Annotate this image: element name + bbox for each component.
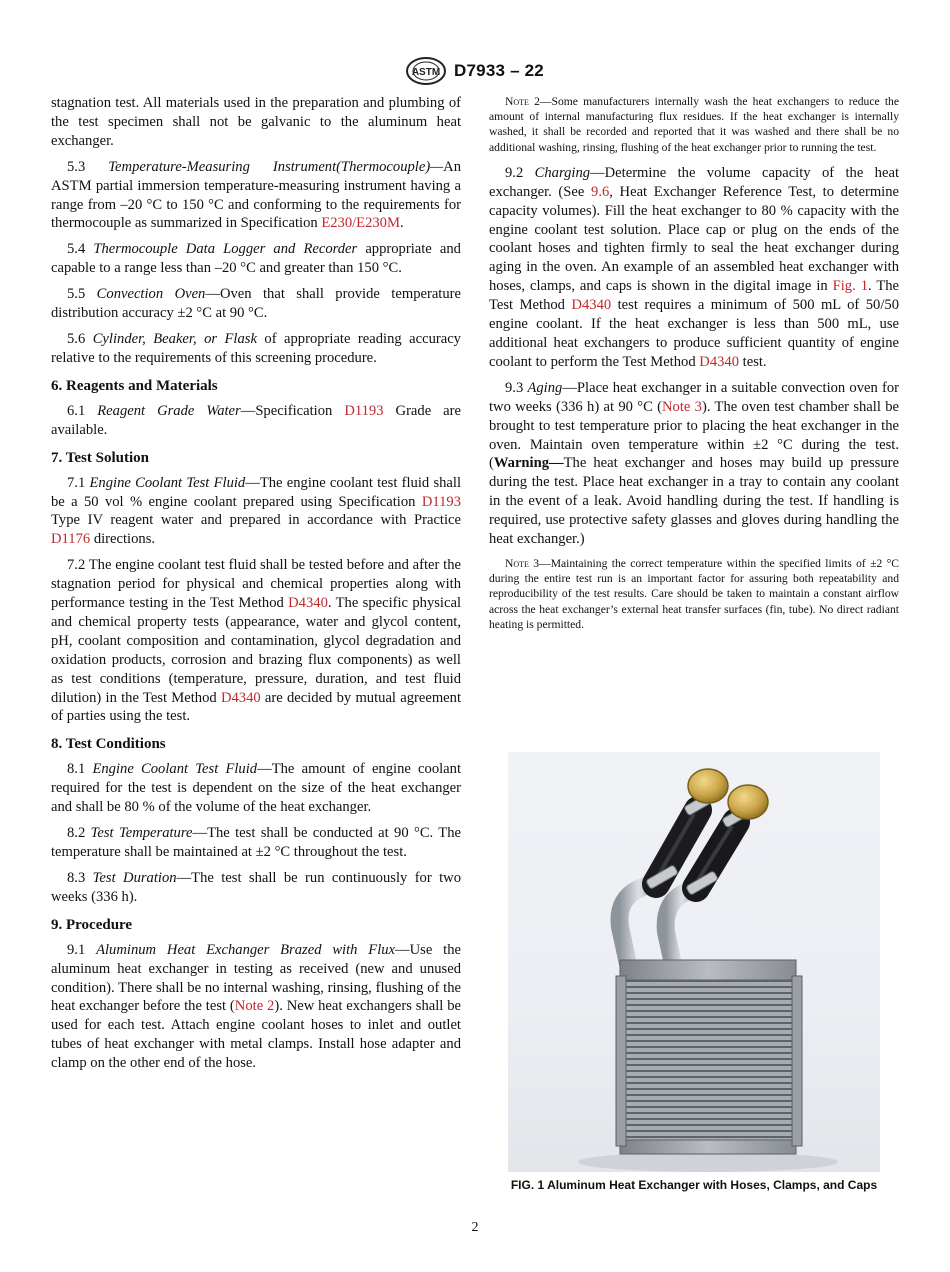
paragraph-intro: stagnation test. All materials used in the preparation and plumbing of the test specimen shall not be galvanic to the aluminum heat exchanger.	[51, 95, 461, 149]
note-2: Note 2—Some manufacturers internally wash the heat exchangers to reduce the amount of internal manufacturing flux residues. If the heat exchanger is internally washed, it shall be recorded and reported that it was washed and there shall be no additional washing, rinsing, flushing of the heat exchanger prior to running the test.	[489, 95, 899, 154]
note-3: Note 3—Maintaining the correct temperature within the specified limits of ±2 °C during the entire test run is an important factor for assuring both repeatability and reproducibility of the test results. Care should be taken to maintain a constant airflow across the heat exchanger’s external heat transfer surfaces (fin, tube). No direct radiant heating is permitted.	[489, 556, 899, 631]
link-d4340[interactable]: D4340	[699, 353, 740, 370]
heat-exchanger-image	[508, 752, 880, 1172]
section-5-6: 5.6 Cylinder, Beaker, or Flask of appropriate reading accuracy relative to the requirements of this screening procedure.	[51, 330, 461, 366]
link-fig-1[interactable]: Fig. 1	[832, 278, 868, 295]
section-5-3: 5.3 Temperature-Measuring Instrument(Thermocouple)—An ASTM partial immersion temperature-measuring instrument having a range from –20 °C to 150 °C and conforming to the requirements for thermocouple as summarized in Specification E230/E230M.	[51, 158, 461, 232]
section-9-2: 9.2 Charging—Determine the volume capacity of the heat exchanger. (See 9.6, Heat Exchanger Reference Test, to determine capacity volumes). Fill the heat exchanger to 80 % capacity with the engine coolant test solution. Place cap or plug on the ends of the coolant hoses and tighten firmly to seal the heat exchanger during aging in the oven. An example of an assembled heat exchanger with hoses, clamps, and caps is shown in the digital image in Fig. 1. The Test Method D4340 test requires a minimum of 500 mL of 50/50 engine coolant. If the heat exchanger is less than 500 mL, use additional heat exchangers to produce sufficient quantity of engine coolant to perform the Test Method D4340 test.	[489, 164, 900, 370]
section-9-1: 9.1 Aluminum Heat Exchanger Brazed with Flux—Use the aluminum heat exchanger in testing as received (new and unused condition). There shall be no internal washing, rinsing, flushing of the heat exchanger before the test (Note 2). New heat exchangers shall be used for each test. Attach engine coolant hoses to inlet and outlet tubes of heat exchanger with metal clamps. Install hose adapter and clamp on the other end of the hose.	[51, 941, 461, 1072]
warning-label: Warning—	[493, 455, 564, 472]
heading-8: 8. Test Conditions	[51, 736, 166, 753]
page-number: 2	[471, 1220, 479, 1235]
astm-logo-icon	[406, 56, 446, 86]
figure-1-caption: FIG. 1 Aluminum Heat Exchanger with Hoses, Clamps, and Caps	[510, 1178, 878, 1192]
standard-designation: D7933 – 22	[454, 61, 544, 80]
page-header	[0, 56, 950, 86]
section-6-1: 6.1 Reagent Grade Water—Specification D1193 Grade are available.	[51, 402, 462, 438]
link-d4340[interactable]: D4340	[220, 689, 261, 706]
link-d4340[interactable]: D4340	[288, 595, 328, 612]
link-d1193[interactable]: D1193	[421, 493, 461, 510]
link-d4340[interactable]: D4340	[571, 297, 612, 314]
section-8-2: 8.2 Test Temperature—The test shall be conducted at 90 °C. The temperature shall be maintained at ±2 °C throughout the test.	[51, 825, 461, 860]
section-8-1: 8.1 Engine Coolant Test Fluid—The amount of engine coolant required for the test is dependent on the size of the heat exchanger and shall be 80 % of the volume of the heat exchanger.	[51, 761, 462, 816]
section-7-2: 7.2 The engine coolant test fluid shall be tested before and after the stagnation period for physical and chemical properties along with performance testing in the Test Method D4340. The specific physical and chemical property tests (appearance, water and glycol content, pH, coolant composition and contamination, glycol degradation and oxidation products, corrosion and brazing flux components) as well as test conditions (temperature, pressure, duration, and test fluid dilution) in the Test Method D4340 are decided by mutual agreement of parties using the test.	[51, 557, 461, 725]
section-8-3: 8.3 Test Duration—The test shall be run continuously for two weeks (336 h).	[51, 869, 462, 905]
link-note-2[interactable]: Note 2	[234, 998, 275, 1015]
heading-6: 6. Reagents and Materials	[51, 377, 218, 394]
link-section-9-6[interactable]: 9.6	[591, 183, 610, 200]
right-column	[489, 94, 899, 641]
heading-9: 9. Procedure	[51, 916, 133, 933]
link-e230[interactable]: E230/E230M	[321, 215, 400, 232]
link-note-3[interactable]: Note 3	[662, 398, 702, 415]
link-d1176[interactable]: D1176	[51, 531, 91, 548]
link-d1193[interactable]: D1193	[344, 402, 384, 419]
section-9-3: 9.3 Aging—Place heat exchanger in a suitable convection oven for two weeks (336 h) at 90 °C (Note 3). The oven test chamber shall be brought to test temperature prior to placing the heat exchanger in the oven. Maintain oven temperature within ±2 °C during the test. (Warning—The heat exchanger and hoses may build up pressure during the test. Place heat exchanger in a tray to contain any coolant in the event of a leak. Avoid handling during the test. If handling is required, use protective safety glasses and gloves during handling the heat exchanger.)	[489, 379, 900, 548]
astm-logo-text: ASTM	[411, 67, 441, 78]
left-column	[51, 94, 461, 1080]
heading-7: 7. Test Solution	[51, 449, 149, 466]
figure-heat-exchanger-photo	[508, 752, 880, 1172]
section-7-1: 7.1 Engine Coolant Test Fluid—The engine coolant test fluid shall be a 50 vol % engine coolant prepared using Specification D1193 Type IV reagent water and prepared in accordance with Practice D1176 directions.	[51, 474, 462, 548]
section-5-4: 5.4 Thermocouple Data Logger and Recorder appropriate and capable to a range less than –20 °C and greater than 150 °C.	[51, 241, 461, 277]
section-5-5: 5.5 Convection Oven—Oven that shall provide temperature distribution accuracy ±2 °C at 90 °C.	[51, 286, 461, 322]
